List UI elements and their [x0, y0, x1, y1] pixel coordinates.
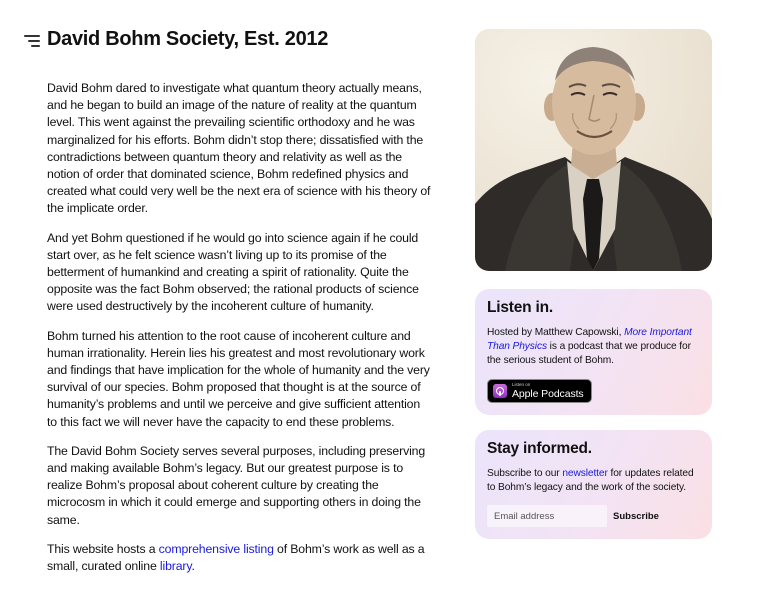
science-paragraph: And yet Bohm questioned if he would go into science again if he could start over, as he felt science wasn’t living up to its promise of the betterment of humankind and creating a spirit of rationality. Quite the opposite was the fact Bohm observed; the rational products of science were used destructively by the incoherent culture of humanity. [47, 230, 419, 314]
listen-card [475, 289, 712, 415]
comprehensive-listing-link[interactable]: comprehensive listing [158, 541, 274, 556]
main-content [47, 80, 432, 587]
purpose-paragraph: The David Bohm Society serves several purposes, including preserving and making available Bohm’s legacy. But our greatest purpose is to realize Bohm’s proposal about coherent culture by creating the microcosm in which it could emerge and supporting others in doing the same. [47, 443, 426, 527]
newsletter-link[interactable]: newsletter [562, 468, 608, 479]
subscribe-button[interactable]: Subscribe [613, 510, 659, 522]
newsletter-card [475, 430, 712, 539]
website-paragraph: This website hosts a comprehensive listing of Bohm’s work as well as a small, curated online library. [47, 541, 425, 574]
intro-paragraph: David Bohm dared to investigate what quantum theory actually means, and he began to build an image of the nature of reality at the quantum level. This went against the prevailing scientific orthodoxy and he was marginalized for his efforts. Bohm didn’t stop there; dissatisfied with the contradictions between quantum theory and relativity as well as the notion of order that dominated science, Bohm redefined physics and created what could very well be the next era of science with his theory of the implicate order. [47, 81, 431, 216]
portrait-photo [475, 29, 712, 271]
sidebar [475, 29, 712, 539]
badge-label: Apple Podcasts [512, 387, 584, 400]
newsletter-description: Subscribe to our newsletter for updates related to Bohm’s legacy and the work of the society. [487, 468, 694, 493]
page-title: David Bohm Society, Est. 2012 [47, 28, 329, 50]
subscribe-form [487, 505, 700, 527]
listen-title: Listen in. [487, 299, 554, 316]
newsletter-title: Stay informed. [487, 440, 592, 457]
apple-podcasts-icon [493, 384, 507, 398]
email-input[interactable] [487, 505, 607, 527]
listen-description: Hosted by Matthew Capowski, More Important Than Physics is a podcast that we produce for the serious student of Bohm. [487, 327, 692, 366]
badge-small-label: Listen on [512, 382, 531, 387]
hamburger-menu-icon[interactable] [24, 35, 40, 47]
library-link[interactable]: library [159, 559, 192, 574]
podcast-link[interactable]: More Important Than Physics [487, 327, 692, 352]
apple-podcasts-button[interactable] [487, 379, 592, 403]
culture-paragraph: Bohm turned his attention to the root cause of incoherent culture and human irrationality. Herein lies his greatest and most revolutionary work and findings that have implication for the whole of humanity and the very survival of our species. Bohm proposed that thought is at the source of humanity’s problems and until we perceive and give sufficient attention to this fact we will never have the capacity to end these problems. [47, 328, 430, 429]
